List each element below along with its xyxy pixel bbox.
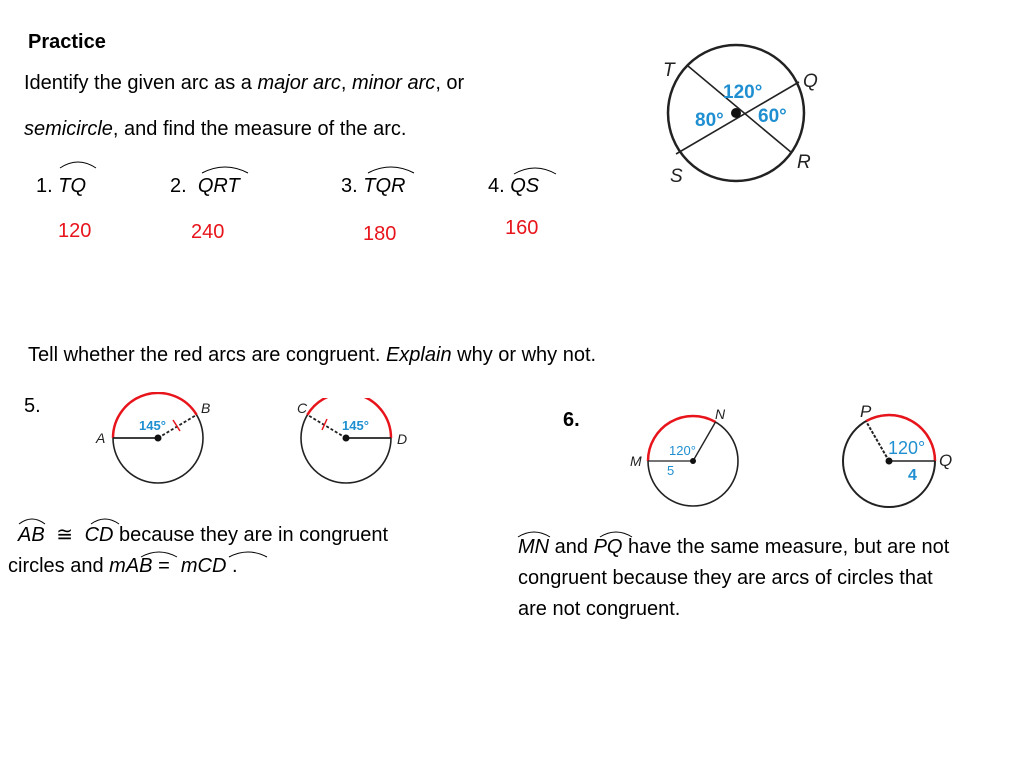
- label-c: C: [297, 400, 308, 416]
- p5-answer-line-2: [8, 555, 238, 578]
- instruction-line-1: [24, 72, 464, 95]
- arc-symbol: [200, 163, 250, 175]
- problem-number: 1.: [36, 175, 53, 197]
- part2-explain: Explain: [385, 344, 452, 366]
- problem-number: 3.: [341, 175, 358, 197]
- angle-60: 60°: [758, 106, 787, 127]
- arc-symbol: [89, 515, 121, 525]
- radius-label: 4: [908, 467, 917, 484]
- p6-and: and: [549, 536, 594, 558]
- arc-ab-name: AB: [18, 524, 45, 546]
- problem-2: [170, 175, 240, 198]
- label-d: D: [397, 431, 408, 447]
- tick-mark: [173, 420, 180, 431]
- instruction-minor: minor arc: [351, 72, 436, 94]
- period: .: [226, 555, 238, 577]
- part2-text-2: why or why not.: [451, 344, 597, 366]
- problem-number: 2.: [170, 175, 187, 197]
- center-point: [886, 458, 893, 465]
- instruction-semicircle: semicircle: [24, 118, 113, 140]
- problem-4: [488, 175, 539, 198]
- label-s: S: [670, 166, 683, 187]
- arc-symbol: [598, 528, 634, 538]
- p5-answer-text: because they are in congruent: [113, 524, 389, 546]
- label-m: M: [630, 453, 642, 469]
- arc-mn-name: MN: [518, 536, 550, 558]
- circle-pq-diagram: [835, 400, 965, 512]
- center-point: [155, 435, 162, 442]
- arc-name: TQR: [363, 175, 406, 197]
- angle-label: 145°: [342, 418, 369, 433]
- answer-1: 120: [58, 220, 92, 242]
- arc-name: TQ: [58, 175, 87, 197]
- p6-answer-line-2: congruent because they are arcs of circles that: [518, 567, 933, 589]
- answer-3: 180: [363, 223, 397, 245]
- answer-2: 240: [191, 221, 225, 243]
- label-n: N: [715, 406, 726, 422]
- answer-4: 160: [505, 217, 539, 239]
- instruction-major: major arc: [257, 72, 341, 94]
- label-p: P: [860, 402, 872, 421]
- arc-ab-name: AB: [125, 555, 153, 577]
- arc-symbol: [516, 528, 552, 538]
- center-point: [343, 435, 350, 442]
- main-circle-diagram: [655, 40, 830, 200]
- center-point: [731, 108, 741, 118]
- p6-answer-text: have the same measure, but are not: [622, 536, 950, 558]
- p5-answer-line-1: [18, 522, 388, 547]
- problem-1: [36, 175, 86, 198]
- arc-name: QRT: [197, 175, 240, 197]
- arc-symbol: [58, 158, 98, 170]
- page-title: Practice: [28, 31, 106, 53]
- label-b: B: [201, 400, 211, 416]
- measure-m: m: [109, 555, 126, 577]
- instruction-text: Identify the given arc as a: [24, 72, 258, 94]
- instruction-comma: ,: [340, 72, 347, 94]
- angle-label: 145°: [139, 418, 166, 433]
- instruction-text-2: , and find the measure of the arc.: [112, 118, 407, 140]
- arc-pq-name: PQ: [593, 536, 623, 558]
- arc-symbol: [227, 548, 269, 558]
- label-q: Q: [803, 71, 818, 92]
- measure-m: m: [180, 555, 198, 577]
- p6-answer-line-3: are not congruent.: [518, 598, 681, 620]
- label-a: A: [96, 430, 106, 446]
- label-q: Q: [939, 451, 953, 470]
- problem-3: [341, 175, 405, 198]
- circle-cd-diagram: [293, 398, 418, 498]
- arc-symbol: [366, 163, 416, 175]
- angle-label: 120°: [669, 443, 696, 458]
- angle-label: 120°: [888, 438, 926, 458]
- radius-p: [866, 421, 889, 461]
- radius-n: [693, 422, 716, 461]
- congruent-symbol: ≅: [56, 524, 74, 546]
- problem-number: 4.: [488, 175, 505, 197]
- arc-name: QS: [510, 175, 540, 197]
- equals-sign: =: [152, 555, 176, 577]
- arc-symbol: [512, 164, 558, 176]
- part2-text: Tell whether the red arcs are congruent.: [28, 344, 386, 366]
- part2-instruction: [28, 344, 596, 367]
- p6-answer-line-1: [518, 536, 949, 559]
- circle-ab-diagram: [92, 392, 217, 492]
- radius-c: [307, 415, 346, 438]
- angle-120: 120°: [723, 82, 763, 103]
- label-r: R: [797, 152, 811, 173]
- arc-cd-name: CD: [197, 555, 227, 577]
- arc-cd-name: CD: [84, 524, 114, 546]
- instruction-or: , or: [435, 72, 465, 94]
- center-point: [690, 458, 696, 464]
- circle-mn-diagram: [625, 402, 755, 512]
- radius-label: 5: [667, 463, 675, 478]
- arc-symbol: [139, 548, 179, 558]
- instruction-line-2: [24, 118, 406, 141]
- problem-5-number: 5.: [24, 395, 41, 417]
- p5-answer-text-2: circles and: [8, 555, 110, 577]
- problem-6-number: 6.: [563, 409, 580, 431]
- angle-80: 80°: [695, 110, 724, 131]
- arc-symbol: [17, 515, 47, 525]
- label-t: T: [663, 60, 675, 81]
